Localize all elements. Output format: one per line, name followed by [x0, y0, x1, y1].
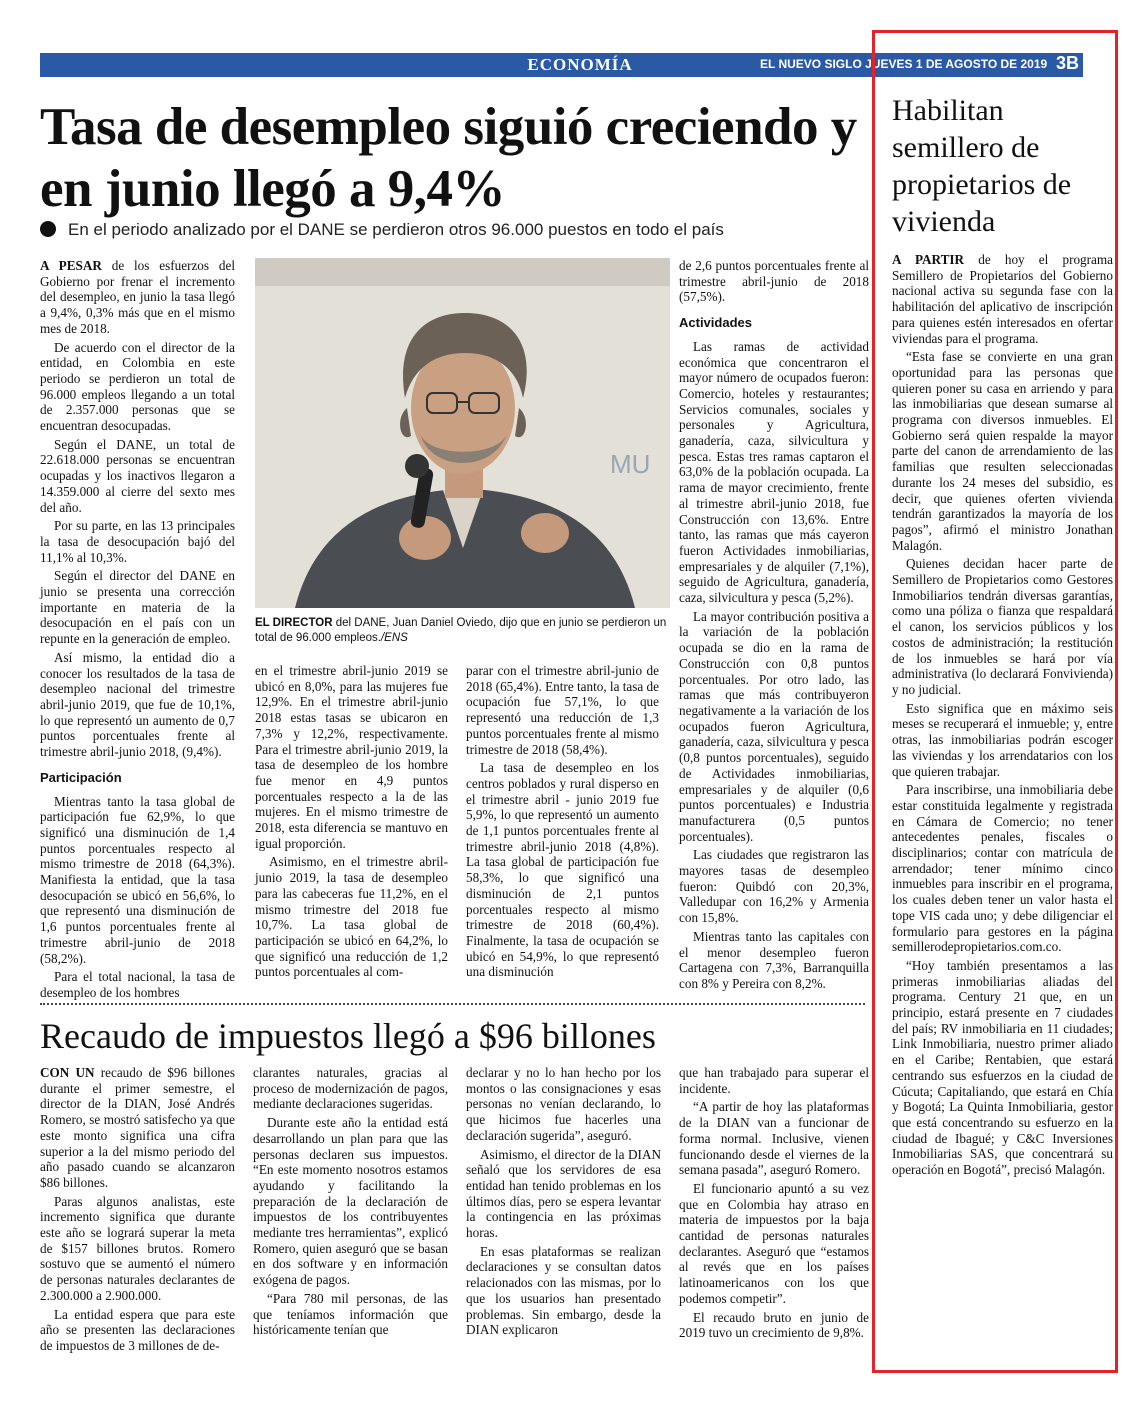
masthead-date: EL NUEVO SIGLO JUEVES 1 DE AGOSTO DE 2019: [760, 57, 1048, 71]
paragraph: [892, 252, 1113, 346]
photo-credit: /ENS: [380, 632, 408, 644]
article-column-2: [253, 1065, 448, 1341]
subsection-heading: Actividades: [679, 315, 752, 331]
paragraph: declarar y no lo han hecho por los montos o las consignaciones y esas personas no venían declarando, lo que hicimos fue hacerles una declaración sugerida”, aseguró.: [466, 1065, 661, 1143]
subsection-heading: Participación: [40, 769, 122, 785]
paragraph: La entidad espera que para este año se presenten las declaraciones de impuestos de 3 millones de de-: [40, 1306, 235, 1353]
paragraph-text: recaudo de $96 billones durante el primer semestre, el director de la DIAN, José Andrés Romero, se mostró satisfecho ya que este monto significa una cifra superior a la del mismo periodo del año pasado cuando se alcanzaron $86 billones.: [40, 1065, 235, 1190]
paragraph: La mayor contribución positiva a la variación de la población ocupada se dio en la rama de Construcción con 0,8 puntos porcentuales. Por otro lado, las ramas que más contribuyeron negativamente a la variación de los ocupados fueron Agricultura, ganadería, caza, silvicultura y pesca (0,8 puntos porcentuales), seguido de Actividades inmobiliarias, empresariales y de alquiler (0,6 puntos porcentuales) e Industria manufacturera (0,5 puntos porcentuales).: [679, 608, 869, 844]
paragraph: El recaudo bruto en junio de 2019 tuvo un crecimiento de 9,8%.: [679, 1309, 869, 1341]
paragraph-text: de los esfuerzos del Gobierno por frenar el incremento del desempleo, en junio la tasa llegó a 9,4%, 0,3% más que en el mismo mes de 2018.: [40, 258, 235, 336]
article-column-3: [466, 663, 659, 983]
article-column-1: [40, 1065, 235, 1357]
paragraph: Según el DANE, un total de 22.618.000 personas se encuentran ocupadas y los inactivos llegaron a 14.359.000 al cierre del sexto mes del año.: [40, 436, 235, 515]
paragraph: El funcionario apuntó a su vez que en Colombia hay atraso en materia de impuestos por la baja cantidad de personas naturales declarantes. Aseguró que “estamos al revés que en los países latinoamericanos con los que podemos competir”.: [679, 1180, 869, 1306]
paragraph: “A partir de hoy las plataformas de la DIAN van a funcionar de forma normal. Inclusive, vienen funcionando desde el viernes de la semana pasada”, aseguró Romero.: [679, 1099, 869, 1178]
paragraph: En esas plataformas se realizan declaraciones y se consultan datos relacionados con las mismas, por lo que los usuarios han presentado problemas. Sin embargo, desde la DIAN explicaron: [466, 1243, 661, 1338]
photo-illustration: [255, 258, 670, 608]
sidebar-column: [892, 252, 1113, 1181]
article-photo: [255, 258, 670, 608]
subhead-text: En el periodo analizado por el DANE se perdieron otros 96.000 puestos en todo el país: [68, 220, 724, 239]
article-column-3: [466, 1065, 661, 1341]
article-column-2: [255, 663, 448, 983]
paragraph: Las ramas de actividad económica que concentraron el mayor número de ocupados fueron: Comercio, hoteles y restaurantes; Servicios comunales, sociales y personales y Agricultura, ganadería, caza, silvicultura y pesca. Estas tres ramas captaron el 63,0% de la población ocupada. La rama de mayor crecimiento, frente al trimestre abril-junio 2018, fue Construcción con 13,6%. Entre tanto, las ramas que más cayeron fueron Actividades inmobiliarias, empresariales y de alquiler (7,1%), seguido de Agricultura, ganadería, caza, silvicultura y pesca (5,2%).: [679, 338, 869, 606]
paragraph: Paras algunos analistas, este incremento significa que durante este año se logrará superar la meta de $157 billones brutos. Romero sostuvo que se aumentó el número de personas naturales declarantes de 2.300.000 a 2.900.000.: [40, 1193, 235, 1303]
bullet-icon: [40, 221, 56, 237]
article-divider: [40, 1003, 865, 1005]
sidebar-headline: Habilitan semillero de propietarios de vivienda: [892, 94, 1072, 238]
paragraph: “Esta fase se convierte en una gran oportunidad para las personas que quieren poner su casa en arriendo y para las inmobiliarias que desean sumarse al programa con diversos inmuebles. El Gobierno será quien respalde la mayor parte del canon de arrendamiento de las familias que resulten seleccionadas durante los 24 meses del subsidio, es decir, que quienes oferten vivienda tendrán garantizados la mayoría de los pagos”, afirmó el ministro Jonathan Malagón.: [892, 349, 1113, 553]
paragraph: Quienes decidan hacer parte de Semillero de Propietarios como Gestores Inmobiliarios tendrán diversas garantías, como una póliza o fianza que respaldará el canon, los servicios públicos y los costos de administración; la restitución de los inmuebles se hará por vía administrativa (lo declarará Fonvivienda) y no judicial.: [892, 556, 1113, 697]
paragraph: Mientras tanto la tasa global de participación fue 62,9%, lo que significó una disminución de 1,4 puntos porcentuales respecto al mismo trimestre de 2018 (64,3%). Manifiesta la entidad, que la tasa desocupación se ubicó en 56,6%, lo que representó una disminución de 1,6 puntos porcentuales frente al trimestre abril-junio de 2018 (58,2%).: [40, 793, 235, 966]
lead-in: CON UN: [40, 1065, 95, 1080]
paragraph: “Para 780 mil personas, de las que teníamos información que históricamente tenían que: [253, 1290, 448, 1338]
paragraph: Por su parte, en las 13 principales la tasa de desocupación bajó del 11,1% al 10,3%.: [40, 518, 235, 565]
article-column-4: [679, 1065, 869, 1344]
backdrop-text: MU: [610, 449, 651, 479]
paragraph: [40, 258, 235, 337]
paragraph: Mientras tanto las capitales con el menor desempleo fueron Cartagena con 7,3%, Barranquilla con 8% y Pereira con 8,2%.: [679, 928, 869, 991]
caption-lead: EL DIRECTOR: [255, 617, 333, 629]
lead-in: A PARTIR: [892, 252, 965, 267]
paragraph: Esto significa que en máximo seis meses se recuperará el inmueble; y, entre otras, las inmobiliarias podrán escoger las viviendas y los arrendatarios con los que quieren trabajar.: [892, 700, 1113, 779]
section-label: ECONOMÍA: [527, 55, 633, 74]
paragraph: De acuerdo con el director de la entidad, en Colombia en este periodo se perdieron un total de 96.000 empleos llegando a un total de 2.357.000 personas que se encuentran desocupadas.: [40, 339, 235, 434]
paragraph: parar con el trimestre abril-junio de 2018 (65,4%). Entre tanto, la tasa de ocupación fue 57,1%, lo que representó una reducción de 1,3 puntos porcentuales frente al mismo trimestre de 2018 (58,4%).: [466, 663, 659, 757]
paragraph: clarantes naturales, gracias al proceso de modernización de pagos, mediante declaraciones sugeridas.: [253, 1065, 448, 1112]
article-column-1: [40, 258, 235, 1004]
paragraph: Asimismo, el director de la DIAN señaló que los servidores de esa entidad han tenido problemas en los últimos días, pero se espera levantar la contingencia en las próximas horas.: [466, 1146, 661, 1241]
paragraph: que han trabajado para superar el incidente.: [679, 1065, 869, 1096]
article-headline: Tasa de desempleo siguió creciendo y en junio llegó a 9,4%: [40, 98, 857, 218]
paragraph: Así mismo, la entidad dio a conocer los resultados de la tasa de desempleo nacional del trimestre abril-junio 2019, que fue de 10,1%, lo que representó un aumento de 0,7 puntos porcentuales frente al trimestre abril-junio 2018, (9,4%).: [40, 649, 235, 760]
paragraph: Para inscribirse, una inmobiliaria debe estar constituida legalmente y registrada en Cámara de Comercio; no tener antecedentes penales, fiscales o disciplinarios; contar con matrícula de arrendador; tener mínimo cinco inmuebles para inscribir en el programa, los cuales deben tener un valor hasta el tope VIS cada uno; y debe diligenciar el formulario para gestores en la página semillerodepropietarios.com.co.: [892, 782, 1113, 955]
paragraph: Según el director del DANE en junio se presenta una corrección importante en materia de la desocupación en el país con un repunte en la generación de empleo.: [40, 568, 235, 647]
photo-caption: [255, 616, 670, 646]
article-subhead: [40, 220, 860, 240]
caption-text: del DANE, Juan Daniel Oviedo, dijo que en junio se perdieron un total de 96.000 empleos.: [255, 617, 667, 644]
paragraph: de 2,6 puntos porcentuales frente al trimestre abril-junio de 2018 (57,5%).: [679, 258, 869, 305]
paragraph-text: de hoy el programa Semillero de Propietarios del Gobierno nacional activa su segunda fase con la habilitación del aplicativo de inscripción para quienes estén interesados en ofertar viviendas para el programa.: [892, 252, 1114, 346]
paragraph: Para el total nacional, la tasa de desempleo de los hombres: [40, 969, 235, 1000]
paragraph: en el trimestre abril-junio 2019 se ubicó en 8,0%, para las mujeres fue 12,9%. En el trimestre abril-junio 2018 estas tasas se ubicaron en 7,3% y 12,2%, respectivamente. Para el trimestre abril-junio 2019, la tasa de desempleo de los hombre fue menor en 4,9 puntos porcentuales respecto a la de las mujeres. En el mismo trimestre de 2018, esta diferencia se mantuvo en igual proporción.: [255, 663, 448, 851]
page-number: 3B: [1056, 53, 1080, 73]
paragraph: “Hoy también presentamos a las primeras inmobiliarias aliadas del programa. Century 21 que, en un principio, estará presente en 7 ciudades del país; RV inmobiliaria en 11 ciudades; Link Inmobiliaria, nuestro primer aliado en el Caribe; Rentabien, que estará centrando sus esfuerzos en la ciudad de Cúcuta; Capitaliando, que estará en Chía y Bogotá; La Quinta Inmobiliaria, gestor que está concentrando su esfuerzo en la ciudad de Ibagué; y C&C Inversiones Inmobiliarias SAS, que concentrará su operación en Bogotá”, precisó Malagón.: [892, 957, 1113, 1178]
paragraph: Las ciudades que registraron las mayores tasas de desempleo fueron: Quibdó con 20,3%, Valledupar con 16,2% y Armenia con 15,8%.: [679, 847, 869, 926]
paragraph: Asimismo, en el trimestre abril-junio 2019, la tasa de desempleo para las cabeceras fue 11,2%, en el mismo trimestre del 2018 fue 10,7%. La tasa global de participación se ubicó en 64,2%, lo que significó una reducción de 1,2 puntos porcentuales al com-: [255, 854, 448, 980]
paragraph: Durante este año la entidad está desarrollando un plan para que las personas declaren sus impuestos. “En este momento nosotros estamos ayudando y facilitando la preparación de la declaración de impuestos de los contribuyentes mediante tres herramientas”, explicó Romero, quien aseguró que se basan en dos software y en información exógena de pagos.: [253, 1115, 448, 1288]
lead-in: A PESAR: [40, 258, 102, 273]
paragraph: [40, 1065, 235, 1191]
article-column-4: [679, 258, 869, 995]
paragraph: La tasa de desempleo en los centros poblados y rural disperso en el trimestre abril - junio 2019 fue 5,9%, lo que representó un aumento de 1,1 puntos porcentuales frente al trimestre abril-junio 2018 (4,8%). La tasa global de participación fue 58,3%, lo que significó una disminución de 2,1 puntos porcentuales respecto al mismo trimestre de 2018 (60,4%). Finalmente, la tasa de ocupación se ubicó en 54,9%, lo que representó una disminución: [466, 760, 659, 980]
article-headline: Recaudo de impuestos llegó a $96 billones: [40, 1016, 656, 1056]
